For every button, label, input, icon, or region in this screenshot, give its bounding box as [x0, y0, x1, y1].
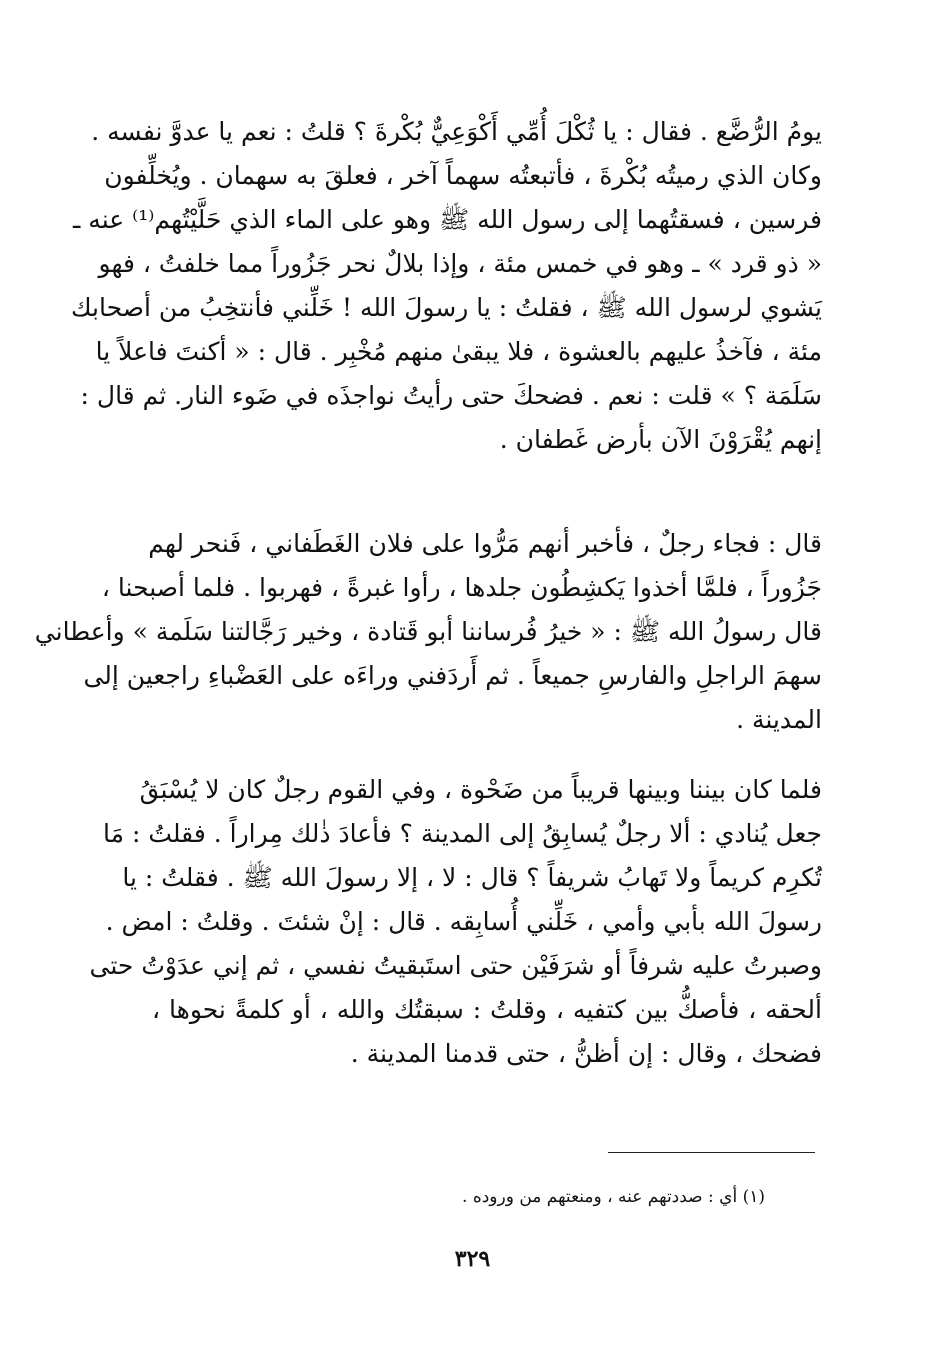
text-line: « ذو قرد » ـ وهو في خمس مئة ، وإذا بلالٌ نحر جَزُوراً مما خلفتُ ، فهو: [98, 249, 822, 278]
text-line: جَزُوراً ، فلمَّا أخذوا يَكشِطُون جلدها ، رأوا غبرةً ، فهربوا . فلما أصبحنا ،: [101, 573, 822, 602]
footnote-divider: [608, 1152, 815, 1153]
text-line: جعل يُنادي : ألا رجلٌ يُسابِقُ إلى المدينة ؟ فأعادَ ذٰلك مِراراً . فقلتُ : مَا: [103, 819, 822, 848]
text-line: وكان الذي رميتُه بُكْرةَ ، فأتبعتُه سهماً آخر ، فعلقَ به سهمان . ويُخلِّفون: [104, 161, 822, 190]
text-line: فلما كان بيننا وبينها قريباً من ضَحْوة ، وفي القوم رجلٌ كان لا يُسْبَقُ: [139, 775, 822, 804]
text-line: ألحقه ، فأصكُّ بين كتفيه ، وقلتُ : سبقتُك والله ، أو كلمةً نحوها ،: [152, 995, 822, 1024]
paragraph-2: [34, 522, 822, 742]
text-line: قال : فجاء رجلٌ ، فأخبر أنهم مَرُّوا على فلان الغَطَفاني ، فَنحر لهم: [148, 529, 822, 558]
text-line: رسولَ الله بأبي وأمي ، خَلِّني أُسابِقه . قال : إنْ شئتَ . وقلتُ : امض .: [105, 907, 822, 936]
text-line: إنهم يُقْرَوْنَ الآن بأرض غَطفان .: [499, 425, 822, 454]
text-line: المدينة .: [736, 705, 822, 734]
text-line: تُكرِم كريماً ولا تَهابُ شريفاً ؟ قال : لا ، إلا رسولَ الله ﷺ . فقلتُ : يا: [122, 863, 822, 892]
text-line: مئة ، فآخذُ عليهم بالعشوة ، فلا يبقىٰ منهم مُخْبِر . قال : « أكنتَ فاعلاً يا: [95, 337, 822, 366]
text-line: قال رسولُ الله ﷺ : « خيرُ فُرساننا أبو قَتادة ، وخير رَجَّالتنا سَلَمة » وأعطاني: [34, 617, 822, 646]
text-line: سَلَمَة ؟ » قلت : نعم . فضحكَ حتى رأيتُ نواجذَه في ضَوء النار. ثم قال :: [80, 381, 822, 410]
footnote: (١) أي : صددتهم عنه ، ومنعتهم من وروده .: [462, 1187, 765, 1207]
paragraph-1: [70, 110, 822, 462]
text-line: وصبرتُ عليه شرفاً أو شرَفَيْن حتى استَبقيتُ نفسي ، ثم إني عدَوْتُ حتى: [89, 951, 822, 980]
text-line: يومُ الرُّضَّع . فقال : يا ثُكْلَ أُمِّي أَكْوَعِيٌّ بُكْرةَ ؟ قلتُ : نعم يا عدوَّ نفسه .: [91, 117, 822, 146]
text-line: فضحك ، وقال : إن أظنُّ ، حتى قدمنا المدينة .: [350, 1039, 822, 1068]
text-line: يَشوي لرسول الله ﷺ ، فقلتُ : يا رسولَ الله ! خَلِّني فأنتخِبُ من أصحابك: [70, 293, 822, 322]
page-number: ٣٢٩: [454, 1246, 491, 1272]
text-line: سهمَ الراجلِ والفارسِ جميعاً . ثم أَردَفني وراءَه على العَضْباءِ راجعين إلى: [83, 661, 822, 690]
paragraph-3: [89, 768, 822, 1076]
text-line: فرسين ، فسقتُهما إلى رسول الله ﷺ وهو على الماء الذي حَلَّيْتُهم⁽¹⁾ عنه ـ: [73, 205, 822, 234]
